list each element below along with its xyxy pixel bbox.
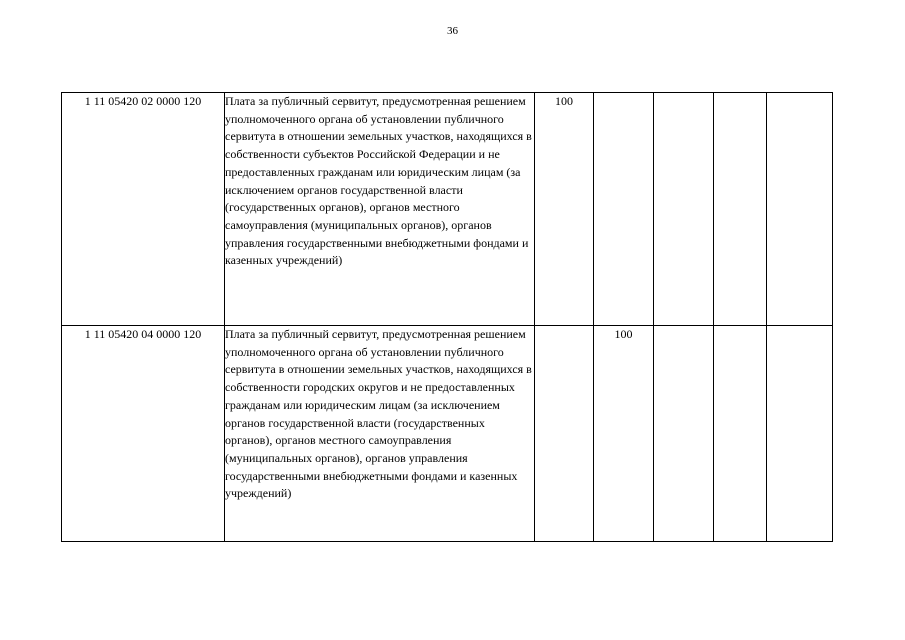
budget-classification-table bbox=[61, 92, 833, 542]
value-cell-5 bbox=[767, 326, 833, 542]
value-cell-3 bbox=[654, 93, 714, 326]
table-row bbox=[62, 93, 833, 326]
budget-code-cell: 1 11 05420 04 0000 120 bbox=[62, 326, 225, 542]
value-cell-3 bbox=[654, 326, 714, 542]
value-cell-2: 100 bbox=[594, 326, 654, 542]
budget-code-cell: 1 11 05420 02 0000 120 bbox=[62, 93, 225, 326]
value-cell-5 bbox=[767, 93, 833, 326]
value-cell-4 bbox=[714, 93, 767, 326]
value-cell-2 bbox=[594, 93, 654, 326]
description-cell: Плата за публичный сервитут, предусмотренная решением уполномоченного органа об установлении публичного сервитута в отношении земельных участков, находящихся в собственности городских округов и не предоставленных гражданам или юридическим лицам (за исключением органов государственной власти (государственных органов), органов местного самоуправления (муниципальных органов), органов управления государственными внебюджетными фондами и казенных учреждений) bbox=[225, 326, 535, 542]
value-cell-1 bbox=[535, 326, 594, 542]
value-cell-4 bbox=[714, 326, 767, 542]
description-cell: Плата за публичный сервитут, предусмотренная решением уполномоченного органа об установлении публичного сервитута в отношении земельных участков, находящихся в собственности субъектов Российской Федерации и не предоставленных гражданам или юридическим лицам (за исключением органов государственной власти (государственных органов), органов местного самоуправления (муниципальных органов), органов управления государственными внебюджетными фондами и казенных учреждений) bbox=[225, 93, 535, 326]
table-row bbox=[62, 326, 833, 542]
page-number: 36 bbox=[447, 25, 458, 37]
value-cell-1: 100 bbox=[535, 93, 594, 326]
